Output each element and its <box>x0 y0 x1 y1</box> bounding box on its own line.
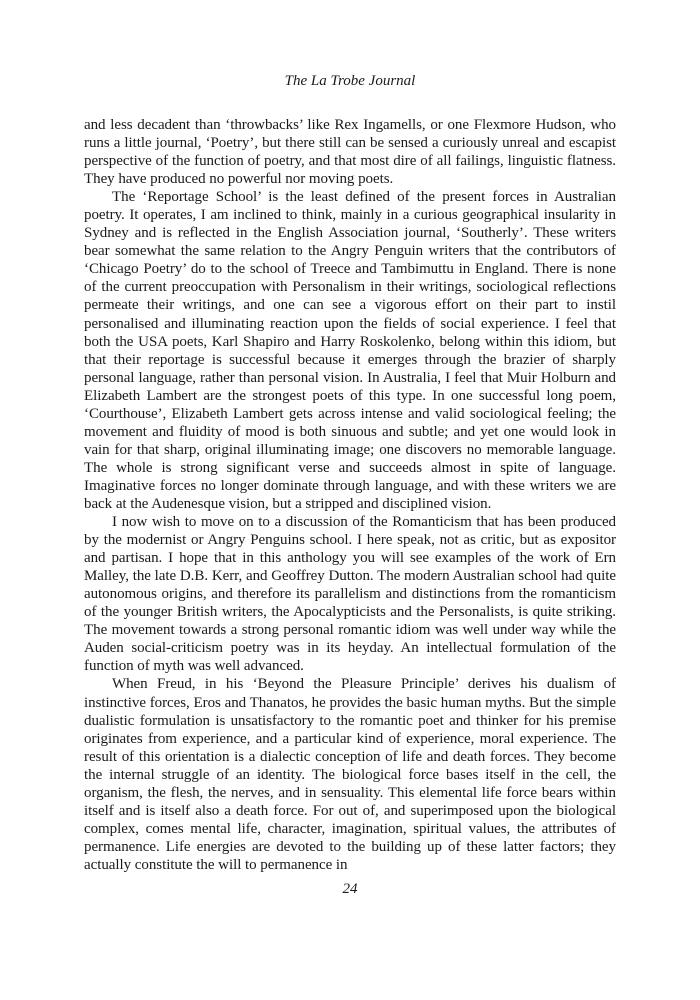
running-head: The La Trobe Journal <box>284 73 416 89</box>
paragraph-continuation: and less decadent than ‘throwbacks’ like Rex Ingamells, or one Flexmore Hudson, who runs a little journal, ‘Poetry’, but there still can be sensed a curiously unreal and escapist perspective of the function of poetry, and that most dire of all failings, linguistic flatness. They have produced no powerful nor moving poets. <box>84 117 616 188</box>
paragraph-freud: When Freud, in his ‘Beyond the Pleasure Principle’ derives his dualism of instinctive forces, Eros and Thanatos, he provides the basic human myths. But the simple dualistic formulation is unsatisfactory to the romantic poet and thinker for his premise originates from experience, and a particular kind of experience, moral experience. The result of this orientation is a dialectic conception of life and death forces. They become the internal struggle of an identity. The biological force bases itself in the cell, the organism, the flesh, the nerves, and in sensuality. This elemental life force bears within itself and is itself also a death force. For out of, and superimposed upon the biological complex, comes mental life, character, imagination, spiritual values, the attributes of permanence. Life energies are devoted to the building up of these latter factors; they actually constitute the will to permanence in <box>84 676 616 873</box>
paragraph-reportage-school: The ‘Reportage School’ is the least defined of the present forces in Australian poetry. It operates, I am inclined to think, mainly in a curious geographical insularity in Sydney and is reflected in the English Association journal, ‘Southerly’. These writers bear somewhat the same relation to the Angry Penguin writers that the contributors of ‘Chicago Poetry’ do to the school of Treece and Tambimuttu in England. There is none of the current preoccupation with Personalism in their writings, sociological reflections permeate their writings, and one can see a vigorous effort on their part to instil personalised and illuminating reaction upon the fields of social experience. I feel that both the USA poets, Karl Shapiro and Harry Roskolenko, belong within this idiom, but that their reportage is successful because it emerges through the brazier of sharply personal language, rather than personal vision. In Australia, I feel that Muir Holburn and Elizabeth Lambert are the strongest poets of this type. In one successful long poem, ‘Courthouse’, Elizabeth Lambert gets across intense and valid sociological feeling; the movement and fluidity of mood is both sinuous and subtle; and yet one would look in vain for that sharp, original illuminating image; one discovers no memorable language. The whole is strong significant verse and succeeds almost in spite of language. Imaginative forces no longer dominate through language, and with these writers we are back at the Audenesque vision, but a stripped and disciplined vision. <box>84 189 616 512</box>
article-body <box>84 116 616 874</box>
paragraph-romanticism: I now wish to move on to a discussion of the Romanticism that has been produced by the modernist or Angry Penguins school. I here speak, not as critic, but as expositor and partisan. I hope that in this anthology you will see examples of the work of Ern Malley, the late D.B. Kerr, and Geoffrey Dutton. The modern Australian school had quite autonomous origins, and therefore its parallelism and distinctions from the romanticism of the younger British writers, the Apocalypticists and the Personalists, is quite striking. The movement towards a strong personal romantic idiom was well under way while the Auden social-criticism poetry was in its heyday. An intellectual formulation of the function of myth was well advanced. <box>84 514 616 675</box>
page-number: 24 <box>342 881 358 897</box>
